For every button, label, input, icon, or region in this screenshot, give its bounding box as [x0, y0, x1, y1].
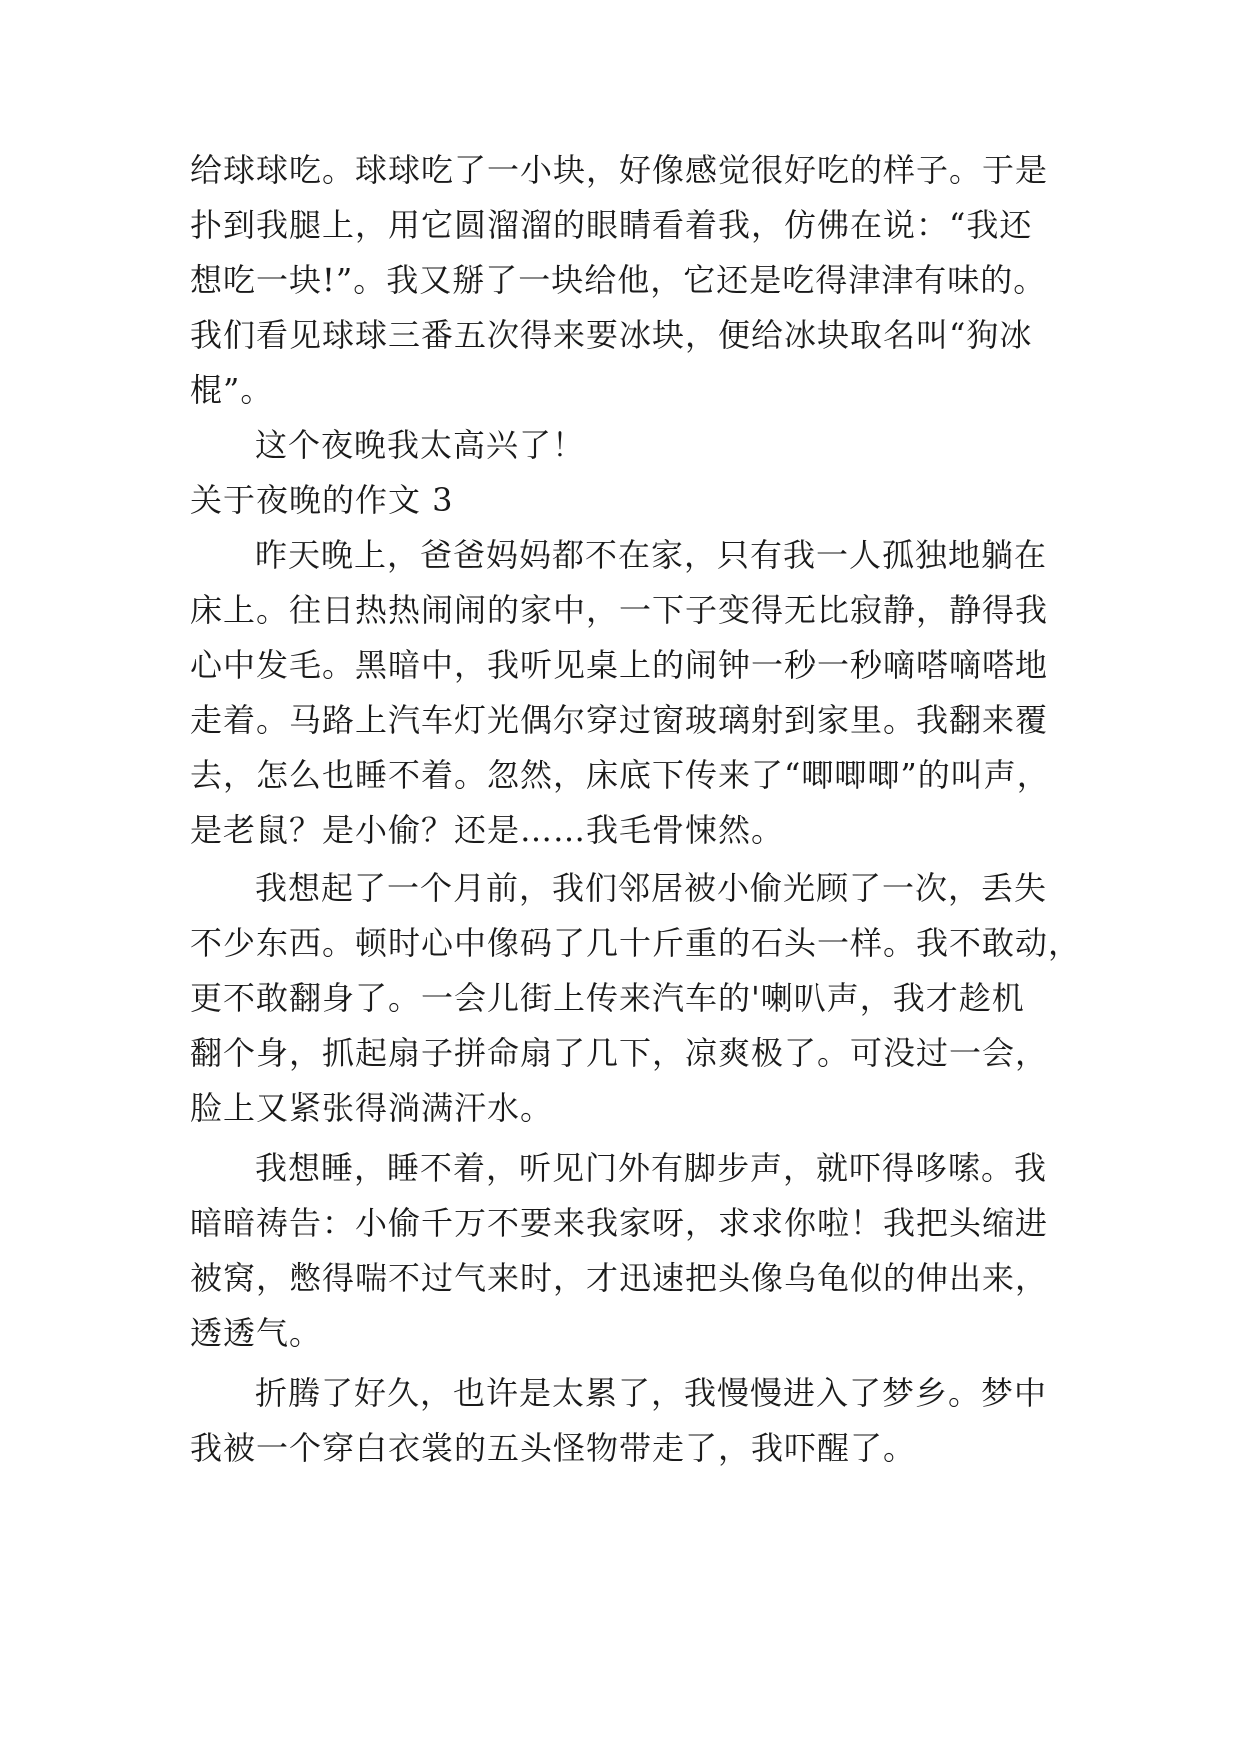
- text-line: 透透气。: [190, 1314, 323, 1352]
- text-line: 是老鼠？是小偷？还是……我毛骨悚然。: [190, 811, 785, 849]
- text-line: 我们看见球球三番五次得来要冰块，便给冰块取名叫“狗冰: [190, 316, 1033, 354]
- text-line: 棍”。: [190, 371, 274, 409]
- text-line: 暗暗祷告：小偷千万不要来我家呀，求求你啦！我把头缩进: [190, 1204, 1049, 1242]
- text-line: 不少东西。顿时心中像码了几十斤重的石头一样。我不敢动，: [190, 924, 1082, 962]
- text-line: 这个夜晚我太高兴了！: [255, 426, 586, 464]
- text-line: 折腾了好久，也许是太累了，我慢慢进入了梦乡。梦中: [255, 1374, 1048, 1412]
- text-line: 脸上又紧张得淌满汗水。: [190, 1089, 554, 1127]
- text-line: 心中发毛。黑暗中，我听见桌上的闹钟一秒一秒嘀嗒嘀嗒地: [190, 646, 1049, 684]
- text-line: 想吃一块!”。我又掰了一块给他，它还是吃得津津有味的。: [190, 261, 1047, 299]
- text-line: 去，怎么也睡不着。忽然，床底下传来了“唧唧唧”的叫声，: [190, 756, 1050, 794]
- text-line: 走着。马路上汽车灯光偶尔穿过窗玻璃射到家里。我翻来覆: [190, 701, 1049, 739]
- text-line: 翻个身，抓起扇子拼命扇了几下，凉爽极了。可没过一会，: [190, 1034, 1049, 1072]
- text-line: 给球球吃。球球吃了一小块，好像感觉很好吃的样子。于是: [190, 151, 1049, 189]
- text-line: 我想起了一个月前，我们邻居被小偷光顾了一次，丢失: [255, 869, 1048, 907]
- text-line: 更不敢翻身了。一会儿街上传来汽车的'喇叭声，我才趁机: [190, 979, 1025, 1017]
- text-line: 我被一个穿白衣裳的五头怪物带走了，我吓醒了。: [190, 1429, 917, 1467]
- text-line: 被窝，憋得喘不过气来时，才迅速把头像乌龟似的伸出来，: [190, 1259, 1049, 1297]
- text-line: 扑到我腿上，用它圆溜溜的眼睛看着我，仿佛在说：“我还: [190, 206, 1033, 244]
- text-line: 昨天晚上，爸爸妈妈都不在家，只有我一人孤独地躺在: [255, 536, 1048, 574]
- text-line: 我想睡，睡不着，听见门外有脚步声，就吓得哆嗦。我: [255, 1149, 1048, 1187]
- section-heading: 关于夜晚的作文 3: [190, 481, 454, 519]
- text-line: 床上。往日热热闹闹的家中，一下子变得无比寂静，静得我: [190, 591, 1049, 629]
